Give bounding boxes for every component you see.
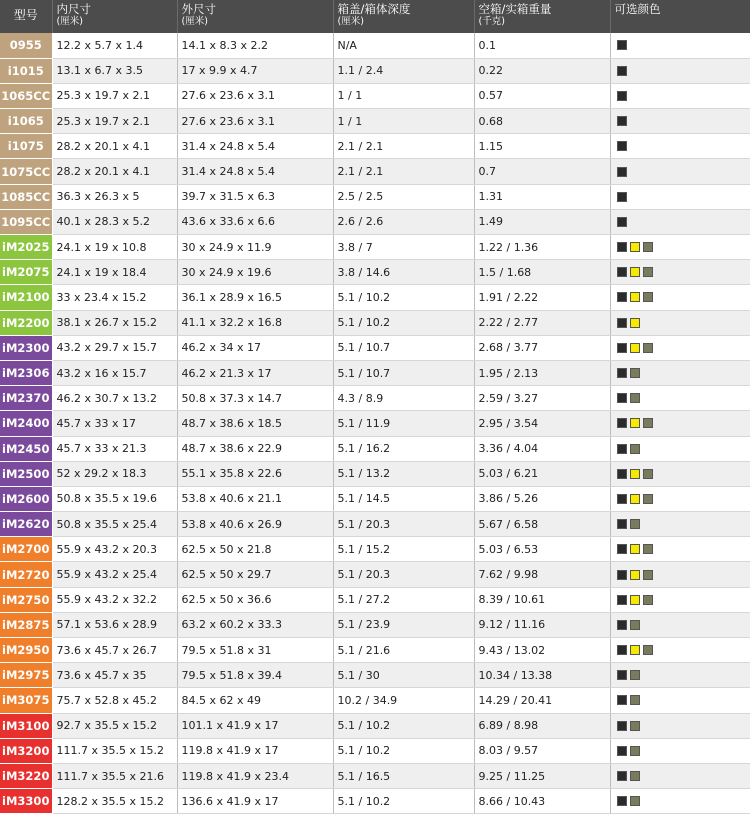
- color-swatch: [643, 343, 653, 353]
- colors-cell: [610, 512, 750, 537]
- color-swatch: [630, 519, 640, 529]
- color-swatch: [617, 645, 627, 655]
- color-swatch: [643, 544, 653, 554]
- header-colors-label: 可选颜色: [614, 2, 661, 16]
- header-inner: [52, 0, 177, 33]
- colors-cell: [610, 209, 750, 234]
- depth-cell: 5.1 / 11.9: [333, 411, 474, 436]
- inner-size-cell: 55.9 x 43.2 x 20.3: [52, 537, 177, 562]
- weight-cell: 3.36 / 4.04: [474, 436, 610, 461]
- inner-size-cell: 50.8 x 35.5 x 25.4: [52, 512, 177, 537]
- header-model: 型号: [0, 0, 52, 33]
- model-cell: iM2600: [0, 486, 52, 511]
- color-swatch: [617, 116, 627, 126]
- weight-cell: 2.59 / 3.27: [474, 386, 610, 411]
- header-inner-label: 内尺寸: [56, 2, 91, 16]
- outer-size-cell: 27.6 x 23.6 x 3.1: [177, 83, 333, 108]
- weight-cell: 2.22 / 2.77: [474, 310, 610, 335]
- outer-size-cell: 31.4 x 24.8 x 5.4: [177, 159, 333, 184]
- inner-size-cell: 73.6 x 45.7 x 35: [52, 663, 177, 688]
- table-row: [0, 285, 750, 310]
- outer-size-cell: 55.1 x 35.8 x 22.6: [177, 461, 333, 486]
- colors-cell: [610, 360, 750, 385]
- color-swatch: [617, 695, 627, 705]
- table-row: [0, 713, 750, 738]
- outer-size-cell: 101.1 x 41.9 x 17: [177, 713, 333, 738]
- model-cell: iM2300: [0, 335, 52, 360]
- color-swatch: [630, 494, 640, 504]
- model-cell: iM3300: [0, 789, 52, 814]
- colors-cell: [610, 688, 750, 713]
- table-row: [0, 386, 750, 411]
- model-cell: iM2975: [0, 663, 52, 688]
- table-row: [0, 562, 750, 587]
- depth-cell: 5.1 / 10.2: [333, 310, 474, 335]
- color-swatch: [617, 595, 627, 605]
- model-cell: iM2700: [0, 537, 52, 562]
- depth-cell: 2.1 / 2.1: [333, 159, 474, 184]
- color-swatch: [617, 544, 627, 554]
- color-swatch: [643, 469, 653, 479]
- model-cell: iM2400: [0, 411, 52, 436]
- outer-size-cell: 17 x 9.9 x 4.7: [177, 58, 333, 83]
- outer-size-cell: 62.5 x 50 x 29.7: [177, 562, 333, 587]
- table-row: [0, 33, 750, 58]
- colors-cell: [610, 184, 750, 209]
- colors-cell: [610, 486, 750, 511]
- outer-size-cell: 53.8 x 40.6 x 21.1: [177, 486, 333, 511]
- inner-size-cell: 92.7 x 35.5 x 15.2: [52, 713, 177, 738]
- color-swatch: [630, 645, 640, 655]
- table-row: [0, 134, 750, 159]
- model-cell: 0955: [0, 33, 52, 58]
- depth-cell: 2.5 / 2.5: [333, 184, 474, 209]
- depth-cell: 1.1 / 2.4: [333, 58, 474, 83]
- color-swatch: [617, 242, 627, 252]
- colors-cell: [610, 33, 750, 58]
- inner-size-cell: 36.3 x 26.3 x 5: [52, 184, 177, 209]
- outer-size-cell: 39.7 x 31.5 x 6.3: [177, 184, 333, 209]
- table-row: [0, 738, 750, 763]
- table-row: [0, 83, 750, 108]
- model-cell: iM2500: [0, 461, 52, 486]
- colors-cell: [610, 612, 750, 637]
- depth-cell: 1 / 1: [333, 109, 474, 134]
- weight-cell: 6.89 / 8.98: [474, 713, 610, 738]
- color-swatch: [617, 670, 627, 680]
- weight-cell: 1.22 / 1.36: [474, 235, 610, 260]
- table-row: [0, 109, 750, 134]
- color-swatch: [643, 242, 653, 252]
- model-cell: i1075: [0, 134, 52, 159]
- depth-cell: 2.1 / 2.1: [333, 134, 474, 159]
- outer-size-cell: 48.7 x 38.6 x 22.9: [177, 436, 333, 461]
- inner-size-cell: 28.2 x 20.1 x 4.1: [52, 134, 177, 159]
- outer-size-cell: 43.6 x 33.6 x 6.6: [177, 209, 333, 234]
- depth-cell: 5.1 / 21.6: [333, 638, 474, 663]
- depth-cell: N/A: [333, 33, 474, 58]
- color-swatch: [617, 469, 627, 479]
- table-row: [0, 58, 750, 83]
- color-swatch: [630, 292, 640, 302]
- outer-size-cell: 53.8 x 40.6 x 26.9: [177, 512, 333, 537]
- model-cell: iM2620: [0, 512, 52, 537]
- inner-size-cell: 33 x 23.4 x 15.2: [52, 285, 177, 310]
- table-row: [0, 537, 750, 562]
- weight-cell: 2.95 / 3.54: [474, 411, 610, 436]
- table-row: [0, 260, 750, 285]
- color-swatch: [617, 444, 627, 454]
- header-colors: [610, 0, 750, 33]
- color-swatch: [630, 368, 640, 378]
- colors-cell: [610, 109, 750, 134]
- model-cell: iM2875: [0, 612, 52, 637]
- inner-size-cell: 43.2 x 29.7 x 15.7: [52, 335, 177, 360]
- depth-cell: 5.1 / 10.2: [333, 789, 474, 814]
- colors-cell: [610, 235, 750, 260]
- table-row: [0, 235, 750, 260]
- color-swatch: [630, 721, 640, 731]
- color-swatch: [643, 570, 653, 580]
- header-weight-label: 空箱/实箱重量: [478, 2, 552, 16]
- table-row: [0, 688, 750, 713]
- model-cell: i1015: [0, 58, 52, 83]
- weight-cell: 1.49: [474, 209, 610, 234]
- color-swatch: [617, 192, 627, 202]
- weight-cell: 1.91 / 2.22: [474, 285, 610, 310]
- color-swatch: [617, 217, 627, 227]
- inner-size-cell: 111.7 x 35.5 x 15.2: [52, 738, 177, 763]
- color-swatch: [630, 620, 640, 630]
- depth-cell: 3.8 / 7: [333, 235, 474, 260]
- table-row: [0, 512, 750, 537]
- color-swatch: [630, 796, 640, 806]
- weight-cell: 8.66 / 10.43: [474, 789, 610, 814]
- depth-cell: 5.1 / 27.2: [333, 587, 474, 612]
- colors-cell: [610, 562, 750, 587]
- inner-size-cell: 57.1 x 53.6 x 28.9: [52, 612, 177, 637]
- depth-cell: 2.6 / 2.6: [333, 209, 474, 234]
- color-swatch: [617, 494, 627, 504]
- model-cell: i1065: [0, 109, 52, 134]
- depth-cell: 5.1 / 13.2: [333, 461, 474, 486]
- depth-cell: 5.1 / 15.2: [333, 537, 474, 562]
- inner-size-cell: 25.3 x 19.7 x 2.1: [52, 109, 177, 134]
- depth-cell: 5.1 / 16.5: [333, 763, 474, 788]
- table-row: [0, 612, 750, 637]
- model-cell: iM3075: [0, 688, 52, 713]
- colors-cell: [610, 763, 750, 788]
- colors-cell: [610, 713, 750, 738]
- color-swatch: [630, 570, 640, 580]
- weight-cell: 0.1: [474, 33, 610, 58]
- table-row: [0, 663, 750, 688]
- table-row: [0, 587, 750, 612]
- color-swatch: [630, 267, 640, 277]
- depth-cell: 5.1 / 10.2: [333, 713, 474, 738]
- header-row: [0, 0, 750, 33]
- colors-cell: [610, 310, 750, 335]
- inner-size-cell: 24.1 x 19 x 18.4: [52, 260, 177, 285]
- weight-cell: 9.12 / 11.16: [474, 612, 610, 637]
- weight-cell: 2.68 / 3.77: [474, 335, 610, 360]
- inner-size-cell: 46.2 x 30.7 x 13.2: [52, 386, 177, 411]
- outer-size-cell: 27.6 x 23.6 x 3.1: [177, 109, 333, 134]
- header-weight: [474, 0, 610, 33]
- outer-size-cell: 62.5 x 50 x 36.6: [177, 587, 333, 612]
- color-swatch: [630, 418, 640, 428]
- model-cell: 1075CC: [0, 159, 52, 184]
- colors-cell: [610, 789, 750, 814]
- color-swatch: [617, 721, 627, 731]
- table-row: [0, 411, 750, 436]
- color-swatch: [643, 267, 653, 277]
- inner-size-cell: 50.8 x 35.5 x 19.6: [52, 486, 177, 511]
- color-swatch: [630, 469, 640, 479]
- colors-cell: [610, 663, 750, 688]
- weight-cell: 9.43 / 13.02: [474, 638, 610, 663]
- color-swatch: [617, 519, 627, 529]
- model-cell: 1085CC: [0, 184, 52, 209]
- depth-cell: 5.1 / 20.3: [333, 512, 474, 537]
- color-swatch: [630, 242, 640, 252]
- color-swatch: [630, 595, 640, 605]
- inner-size-cell: 38.1 x 26.7 x 15.2: [52, 310, 177, 335]
- colors-cell: [610, 738, 750, 763]
- outer-size-cell: 79.5 x 51.8 x 39.4: [177, 663, 333, 688]
- color-swatch: [617, 796, 627, 806]
- inner-size-cell: 25.3 x 19.7 x 2.1: [52, 83, 177, 108]
- color-swatch: [630, 343, 640, 353]
- weight-cell: 9.25 / 11.25: [474, 763, 610, 788]
- header-inner-unit: (厘米): [56, 16, 83, 27]
- inner-size-cell: 43.2 x 16 x 15.7: [52, 360, 177, 385]
- table-row: [0, 209, 750, 234]
- depth-cell: 10.2 / 34.9: [333, 688, 474, 713]
- table-row: [0, 310, 750, 335]
- weight-cell: 3.86 / 5.26: [474, 486, 610, 511]
- weight-cell: 0.57: [474, 83, 610, 108]
- header-depth-unit: (厘米): [337, 16, 364, 27]
- depth-cell: 5.1 / 20.3: [333, 562, 474, 587]
- inner-size-cell: 45.7 x 33 x 21.3: [52, 436, 177, 461]
- color-swatch: [630, 670, 640, 680]
- outer-size-cell: 62.5 x 50 x 21.8: [177, 537, 333, 562]
- model-cell: iM2950: [0, 638, 52, 663]
- inner-size-cell: 13.1 x 6.7 x 3.5: [52, 58, 177, 83]
- color-swatch: [617, 318, 627, 328]
- weight-cell: 5.03 / 6.21: [474, 461, 610, 486]
- color-swatch: [643, 418, 653, 428]
- table-row: [0, 159, 750, 184]
- weight-cell: 1.5 / 1.68: [474, 260, 610, 285]
- color-swatch: [617, 620, 627, 630]
- colors-cell: [610, 335, 750, 360]
- table-row: [0, 486, 750, 511]
- color-swatch: [643, 494, 653, 504]
- color-swatch: [617, 393, 627, 403]
- outer-size-cell: 48.7 x 38.6 x 18.5: [177, 411, 333, 436]
- header-outer-label: 外尺寸: [181, 2, 216, 16]
- outer-size-cell: 41.1 x 32.2 x 16.8: [177, 310, 333, 335]
- depth-cell: 5.1 / 10.2: [333, 738, 474, 763]
- inner-size-cell: 28.2 x 20.1 x 4.1: [52, 159, 177, 184]
- weight-cell: 0.68: [474, 109, 610, 134]
- outer-size-cell: 30 x 24.9 x 11.9: [177, 235, 333, 260]
- colors-cell: [610, 638, 750, 663]
- model-cell: iM2100: [0, 285, 52, 310]
- depth-cell: 5.1 / 30: [333, 663, 474, 688]
- colors-cell: [610, 587, 750, 612]
- color-swatch: [630, 746, 640, 756]
- outer-size-cell: 30 x 24.9 x 19.6: [177, 260, 333, 285]
- color-swatch: [630, 444, 640, 454]
- colors-cell: [610, 411, 750, 436]
- color-swatch: [617, 368, 627, 378]
- weight-cell: 1.31: [474, 184, 610, 209]
- colors-cell: [610, 461, 750, 486]
- color-swatch: [617, 746, 627, 756]
- model-cell: 1095CC: [0, 209, 52, 234]
- colors-cell: [610, 159, 750, 184]
- depth-cell: 5.1 / 14.5: [333, 486, 474, 511]
- inner-size-cell: 128.2 x 35.5 x 15.2: [52, 789, 177, 814]
- outer-size-cell: 46.2 x 21.3 x 17: [177, 360, 333, 385]
- model-cell: iM2450: [0, 436, 52, 461]
- model-cell: iM2750: [0, 587, 52, 612]
- color-swatch: [643, 595, 653, 605]
- table-row: [0, 638, 750, 663]
- colors-cell: [610, 386, 750, 411]
- inner-size-cell: 45.7 x 33 x 17: [52, 411, 177, 436]
- depth-cell: 5.1 / 10.7: [333, 360, 474, 385]
- header-depth-label: 箱盖/箱体深度: [337, 2, 411, 16]
- outer-size-cell: 84.5 x 62 x 49: [177, 688, 333, 713]
- table-row: [0, 436, 750, 461]
- inner-size-cell: 52 x 29.2 x 18.3: [52, 461, 177, 486]
- header-depth: [333, 0, 474, 33]
- model-cell: iM3200: [0, 738, 52, 763]
- model-cell: iM2025: [0, 235, 52, 260]
- color-swatch: [630, 318, 640, 328]
- depth-cell: 5.1 / 10.2: [333, 285, 474, 310]
- color-swatch: [643, 292, 653, 302]
- outer-size-cell: 36.1 x 28.9 x 16.5: [177, 285, 333, 310]
- inner-size-cell: 12.2 x 5.7 x 1.4: [52, 33, 177, 58]
- header-outer: [177, 0, 333, 33]
- weight-cell: 8.03 / 9.57: [474, 738, 610, 763]
- outer-size-cell: 50.8 x 37.3 x 14.7: [177, 386, 333, 411]
- model-cell: iM3220: [0, 763, 52, 788]
- table-row: [0, 763, 750, 788]
- outer-size-cell: 119.8 x 41.9 x 17: [177, 738, 333, 763]
- header-weight-unit: (千克): [478, 16, 505, 27]
- model-cell: iM2075: [0, 260, 52, 285]
- weight-cell: 0.22: [474, 58, 610, 83]
- outer-size-cell: 46.2 x 34 x 17: [177, 335, 333, 360]
- color-swatch: [617, 267, 627, 277]
- table-row: [0, 461, 750, 486]
- depth-cell: 3.8 / 14.6: [333, 260, 474, 285]
- model-cell: 1065CC: [0, 83, 52, 108]
- inner-size-cell: 73.6 x 45.7 x 26.7: [52, 638, 177, 663]
- colors-cell: [610, 285, 750, 310]
- model-cell: iM3100: [0, 713, 52, 738]
- weight-cell: 5.67 / 6.58: [474, 512, 610, 537]
- outer-size-cell: 79.5 x 51.8 x 31: [177, 638, 333, 663]
- color-swatch: [643, 645, 653, 655]
- depth-cell: 1 / 1: [333, 83, 474, 108]
- outer-size-cell: 14.1 x 8.3 x 2.2: [177, 33, 333, 58]
- table-row: [0, 184, 750, 209]
- table-row: [0, 360, 750, 385]
- color-swatch: [630, 771, 640, 781]
- weight-cell: 0.7: [474, 159, 610, 184]
- depth-cell: 4.3 / 8.9: [333, 386, 474, 411]
- header-outer-unit: (厘米): [181, 16, 208, 27]
- colors-cell: [610, 58, 750, 83]
- outer-size-cell: 136.6 x 41.9 x 17: [177, 789, 333, 814]
- weight-cell: 8.39 / 10.61: [474, 587, 610, 612]
- color-swatch: [617, 91, 627, 101]
- inner-size-cell: 111.7 x 35.5 x 21.6: [52, 763, 177, 788]
- model-cell: iM2370: [0, 386, 52, 411]
- outer-size-cell: 119.8 x 41.9 x 23.4: [177, 763, 333, 788]
- colors-cell: [610, 260, 750, 285]
- table-row: [0, 335, 750, 360]
- color-swatch: [617, 167, 627, 177]
- inner-size-cell: 24.1 x 19 x 10.8: [52, 235, 177, 260]
- outer-size-cell: 63.2 x 60.2 x 33.3: [177, 612, 333, 637]
- model-cell: iM2720: [0, 562, 52, 587]
- color-swatch: [617, 40, 627, 50]
- color-swatch: [630, 393, 640, 403]
- weight-cell: 7.62 / 9.98: [474, 562, 610, 587]
- color-swatch: [630, 695, 640, 705]
- outer-size-cell: 31.4 x 24.8 x 5.4: [177, 134, 333, 159]
- model-cell: iM2306: [0, 360, 52, 385]
- color-swatch: [617, 66, 627, 76]
- depth-cell: 5.1 / 23.9: [333, 612, 474, 637]
- depth-cell: 5.1 / 10.7: [333, 335, 474, 360]
- weight-cell: 5.03 / 6.53: [474, 537, 610, 562]
- depth-cell: 5.1 / 16.2: [333, 436, 474, 461]
- weight-cell: 1.95 / 2.13: [474, 360, 610, 385]
- color-swatch: [617, 141, 627, 151]
- colors-cell: [610, 83, 750, 108]
- colors-cell: [610, 537, 750, 562]
- inner-size-cell: 40.1 x 28.3 x 5.2: [52, 209, 177, 234]
- colors-cell: [610, 134, 750, 159]
- table-row: [0, 789, 750, 814]
- color-swatch: [617, 570, 627, 580]
- color-swatch: [617, 292, 627, 302]
- color-swatch: [630, 544, 640, 554]
- inner-size-cell: 75.7 x 52.8 x 45.2: [52, 688, 177, 713]
- color-swatch: [617, 771, 627, 781]
- color-swatch: [617, 343, 627, 353]
- weight-cell: 1.15: [474, 134, 610, 159]
- inner-size-cell: 55.9 x 43.2 x 32.2: [52, 587, 177, 612]
- colors-cell: [610, 436, 750, 461]
- inner-size-cell: 55.9 x 43.2 x 25.4: [52, 562, 177, 587]
- color-swatch: [617, 418, 627, 428]
- weight-cell: 14.29 / 20.41: [474, 688, 610, 713]
- model-cell: iM2200: [0, 310, 52, 335]
- weight-cell: 10.34 / 13.38: [474, 663, 610, 688]
